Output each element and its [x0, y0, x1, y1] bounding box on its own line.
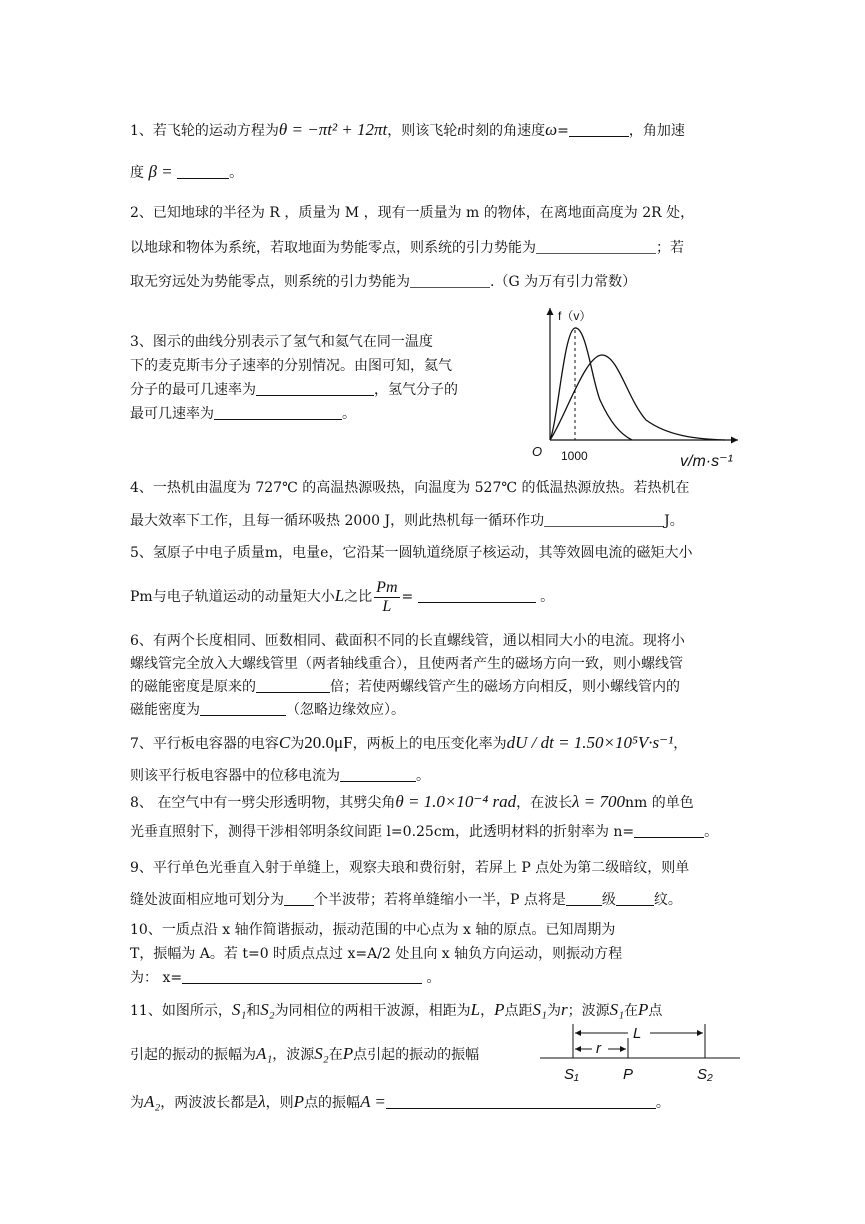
- q11-S1: S₁: [231, 1000, 247, 1019]
- q3-text-a: 分子的最可几速率为: [130, 382, 256, 398]
- q10-line2: T，振幅为 A。若 t=0 时质点点过 x=A/2 处且向 x 轴负方向运动，则振动方程: [130, 946, 623, 962]
- q1-end: 。: [229, 165, 244, 181]
- q1-equation: θ = −πt² + 12πt: [278, 120, 388, 139]
- q5-equals: =: [401, 589, 414, 605]
- q3-line1: 3、图示的曲线分别表示了氢气和氦气在同一温度: [130, 334, 433, 350]
- q7-text-d: ，: [673, 736, 688, 752]
- q11-text-l: 点引起的振动的振幅: [353, 1047, 480, 1063]
- q7-line1: [130, 733, 687, 754]
- q11-A1: A₁: [256, 1044, 273, 1063]
- q1-line1: [130, 120, 685, 142]
- q5-denominator: L: [382, 597, 392, 615]
- q4-answer-blank[interactable]: [544, 512, 664, 527]
- q11-text-f: ；波源: [567, 1003, 610, 1019]
- q3-line4: [130, 404, 356, 424]
- q5-text-b: 之比: [344, 589, 373, 605]
- q8-lambda: λ = 700: [572, 792, 625, 811]
- q6-text-d: （忽略边缘效应）。: [286, 702, 405, 718]
- q11-text-m: 为: [130, 1095, 144, 1111]
- q6-text-c: 磁能密度为: [130, 702, 200, 718]
- q2-line3: [130, 272, 636, 292]
- x-axis-label: v/m·s⁻¹: [680, 453, 733, 470]
- q11-text-h: 点: [648, 1003, 663, 1019]
- q2-line1: 2、已知地球的半径为 R ，质量为 M ，现有一质量为 m 的物体，在离地面高度为 2R 处，: [130, 205, 695, 221]
- q1-answer-blank-beta[interactable]: [177, 164, 229, 179]
- q11-text-g: 在: [624, 1003, 638, 1019]
- q8-line1: [130, 792, 694, 813]
- q11-r: r: [560, 1000, 568, 1019]
- q4-text-b: J。: [664, 513, 684, 529]
- q11-text-c: ，: [480, 1003, 495, 1019]
- q9-text-d: 纹。: [653, 892, 682, 908]
- q3-line3: [130, 380, 458, 400]
- q4-line1: 4、一热机由温度为 727℃ 的高温热源吸热，向温度为 527℃ 的低温热源放热。若热机在: [130, 480, 690, 496]
- q8-text-c: nm 的单色: [625, 795, 694, 811]
- q10-line1: 10、一质点沿 x 轴作简谐振动，振动范围的中心点为 x 轴的原点。已知周期为: [130, 922, 616, 938]
- q11-A: A =: [360, 1092, 386, 1111]
- q11-text-e: 为: [546, 1003, 561, 1019]
- q7-text-a: 7、平行板电容器的电容: [130, 736, 279, 752]
- q2-answer-blank-2[interactable]: [410, 273, 490, 288]
- q11-text-q: 。: [655, 1095, 670, 1111]
- q11-lambda: λ: [258, 1092, 266, 1111]
- q11-S2-b: S₂: [314, 1044, 329, 1063]
- q11-text-n: ，两波波长都是: [160, 1095, 259, 1111]
- q9-answer-blank-1[interactable]: [284, 891, 314, 906]
- q6-answer-blank-2[interactable]: [200, 701, 286, 716]
- q4-text-a: 最大效率下工作，且每一循环吸热 2000 J，则此热机每一循环作功: [130, 513, 545, 529]
- q6-line3: [130, 677, 680, 697]
- q6-line4: [130, 700, 405, 720]
- q8-theta: θ = 1.0×10⁻⁴ rad: [395, 792, 517, 811]
- q2-text-b: ；若: [656, 240, 684, 256]
- q3-answer-blank-2[interactable]: [214, 405, 342, 420]
- q9-text-b: 个半波带；若将单缝缩小一半，P 点将是: [314, 892, 566, 908]
- q11-text-o: ，则: [265, 1095, 294, 1111]
- q1-t: t: [457, 124, 462, 139]
- wave-sources-diagram: [540, 1018, 745, 1088]
- q3-answer-blank-1[interactable]: [256, 381, 374, 396]
- fig-L-label: L: [633, 1025, 642, 1042]
- q9-answer-blank-3[interactable]: [616, 891, 654, 906]
- q1-text-e: ，角加速: [628, 123, 685, 139]
- q10-text-b: 。: [426, 970, 441, 986]
- q5-text-a: Pm与电子轨道运动的动量矩大小: [130, 589, 335, 605]
- y-axis-label: f（v）: [558, 309, 592, 323]
- q11-line3: [130, 1092, 670, 1113]
- q11-P-d: P: [293, 1092, 305, 1111]
- q1-text-f: 度: [130, 165, 144, 181]
- q1-line2: [130, 162, 243, 183]
- q8-line2: [130, 822, 718, 842]
- q11-and: 和: [246, 1003, 261, 1019]
- q11-S2: S₂: [260, 1000, 275, 1019]
- q7-text-e: 则该平行板电容器中的位移电流为: [130, 768, 340, 784]
- q5-end: 。: [540, 589, 555, 605]
- q1-text-b: ，则该飞轮: [387, 123, 458, 139]
- q11-text-k: 在: [328, 1047, 343, 1063]
- q5-line1: 5、氢原子中电子质量m，电量e，它沿某一圆轨道绕原子核运动，其等效圆电流的磁矩大小: [130, 545, 693, 561]
- q6-line2: 螺线管完全放入大螺线管里（两者轴线重合），且使两者产生的磁场方向一致，则小螺线管: [130, 656, 683, 672]
- q11-text-p: 点的振幅: [304, 1095, 361, 1111]
- q8-text-d: 光垂直照射下，测得干涉相邻明条纹间距 l=0.25cm，此透明材料的折射率为 n=: [130, 824, 635, 840]
- q7-rate: dU / dt = 1.50×10⁵V·s⁻¹: [506, 733, 674, 752]
- x-tick-label: 1000: [561, 449, 588, 463]
- fig-r-label: r: [596, 1040, 601, 1057]
- q11-P-b: P: [638, 1000, 649, 1019]
- q11-text-b: 为同相位的两相干波源，相距为: [274, 1003, 471, 1019]
- q11-S1-b: S₁: [532, 1000, 547, 1019]
- q2-text-a: 以地球和物体为系统，若取地面为势能零点，则系统的引力势能为: [130, 240, 536, 256]
- q9-answer-blank-2[interactable]: [566, 891, 602, 906]
- q11-text-d: 点距: [504, 1003, 533, 1019]
- q7-C: C: [278, 733, 291, 752]
- q10-answer-blank[interactable]: [182, 969, 422, 984]
- q10-line3: [130, 968, 441, 988]
- q9-text-a: 缝处波面相应地可划分为: [130, 892, 284, 908]
- q9-text-c: 级: [601, 892, 616, 908]
- q6-answer-blank-1[interactable]: [256, 678, 330, 693]
- q7-capacitance: 20.0μF: [304, 733, 353, 752]
- helium-curve: [550, 355, 725, 440]
- q5-answer-blank[interactable]: [418, 588, 536, 603]
- q1-eq: =: [557, 123, 569, 139]
- fig-S2-label: S₂: [697, 1066, 713, 1083]
- q6-text-b: 倍；若使两螺线管产生的磁场方向相反，则小螺线管内的: [330, 679, 680, 695]
- q5-L: L: [334, 586, 345, 605]
- q7-text-b: 为: [290, 736, 305, 752]
- q5-line2: [130, 574, 554, 619]
- q2-line2: [130, 238, 684, 258]
- q7-text-f: 。: [416, 768, 430, 784]
- q7-answer-blank[interactable]: [340, 767, 416, 782]
- q3-text-d: 。: [342, 406, 356, 422]
- q1-omega: ω: [545, 120, 558, 139]
- q11-L: L: [470, 1000, 481, 1019]
- q1-text-c: 时刻的角速度: [461, 123, 546, 139]
- q3-text-c: 最可几速率为: [130, 406, 214, 422]
- q7-line2: [130, 766, 430, 786]
- q2-text-d: .（G 为万有引力常数）: [490, 274, 637, 290]
- q2-text-c: 取无穷远处为势能零点，则系统的引力势能为: [130, 274, 410, 290]
- q9-line1: 9、平行单色光垂直入射于单缝上，观察夫琅和费衍射，若屏上 P 点处为第二级暗纹，则单: [130, 860, 690, 876]
- q1-text: 1、若飞轮的运动方程为: [130, 123, 279, 139]
- q4-line2: [130, 511, 684, 531]
- hydrogen-curve: [550, 328, 632, 440]
- q11-S1-c: S₁: [609, 1000, 624, 1019]
- q11-A2: A₂: [144, 1092, 161, 1111]
- q11-text-i: 引起的振动的振幅为: [130, 1047, 256, 1063]
- q2-answer-blank-1[interactable]: [536, 239, 656, 254]
- q11-answer-blank[interactable]: [386, 1094, 656, 1109]
- q1-answer-blank-omega[interactable]: [569, 122, 629, 137]
- q6-text-a: 的磁能密度是原来的: [130, 679, 256, 695]
- q8-text-b: ，在波长: [516, 795, 573, 811]
- q11-line2: [130, 1044, 479, 1065]
- fig-P-label: P: [623, 1066, 634, 1083]
- maxwell-distribution-chart: [520, 300, 750, 475]
- q7-text-c: ，两板上的电压变化率为: [352, 736, 507, 752]
- q1-beta: β =: [148, 162, 173, 181]
- q11-text-j: ，波源: [272, 1047, 315, 1063]
- q11-P-c: P: [342, 1044, 354, 1063]
- q8-text-e: 。: [704, 824, 719, 840]
- q11-text-a: 11、如图所示，: [130, 1003, 232, 1019]
- q10-text-a: 为： x=: [130, 970, 183, 986]
- origin-label: O: [532, 444, 543, 459]
- q11-P: P: [494, 1000, 505, 1019]
- q8-text-a: 8、 在空气中有一劈尖形透明物，其劈尖角: [130, 795, 396, 811]
- q6-line1: 6、有两个长度相同、匝数相同、截面积不同的长直螺线管，通以相同大小的电流。现将小: [130, 633, 685, 649]
- fig-S1-label: S₁: [564, 1066, 579, 1083]
- q3-line2: 下的麦克斯韦分子速率的分别情况。由图可知，氦气: [130, 358, 452, 374]
- q3-text-b: ，氢气分子的: [374, 382, 458, 398]
- q5-numerator: Pm: [376, 578, 398, 596]
- q5-fraction: [374, 579, 399, 616]
- q8-answer-blank[interactable]: [634, 823, 704, 838]
- q9-line2: [130, 890, 682, 910]
